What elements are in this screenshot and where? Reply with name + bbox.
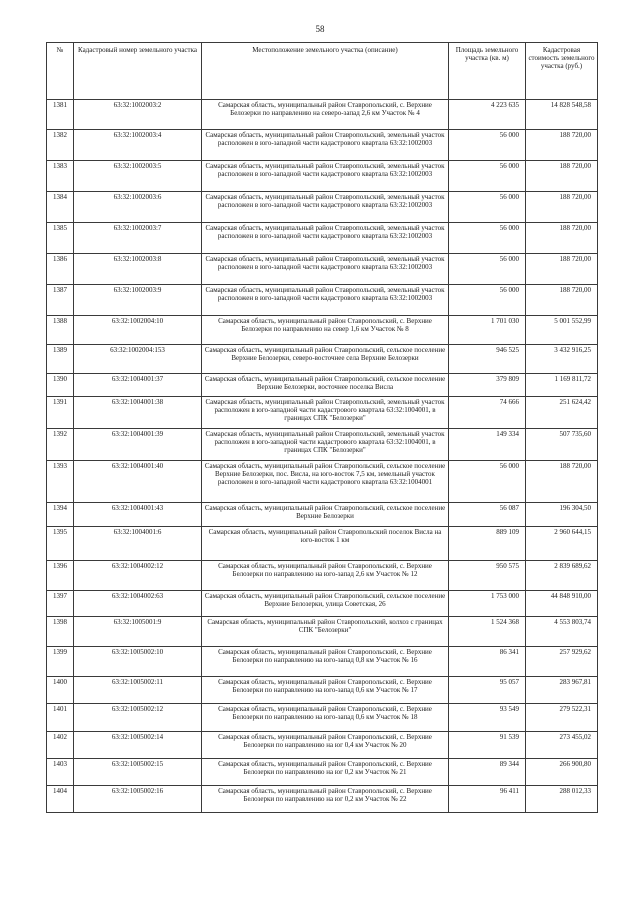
plot-area: 89 344 — [449, 759, 526, 786]
plot-location: Самарская область, муниципальный район Ставропольский, с. Верхние Белозерки по направлению на юг 0,4 км Участок № 20 — [202, 732, 449, 759]
plot-area: 149 334 — [449, 429, 526, 461]
table-row — [47, 161, 598, 192]
table-row — [47, 100, 598, 130]
row-number: 1396 — [47, 561, 74, 591]
row-number: 1387 — [47, 285, 74, 316]
plot-area: 95 057 — [449, 677, 526, 704]
cadastral-number: 63:32:1002004:153 — [74, 345, 202, 374]
page-number: 58 — [315, 24, 325, 34]
cadastral-cost: 257 929,62 — [526, 647, 598, 677]
header-cadastral: Кадастровый номер земельного участка — [74, 43, 202, 100]
header-area: Площадь земельного участка (кв. м) — [449, 43, 526, 100]
plot-location: Самарская область, муниципальный район Ставропольский, сельское поселение Верхние Белозерки, восточнее поселка Висла — [202, 374, 449, 397]
plot-location: Самарская область, муниципальный район Ставропольский, земельный участок расположен в юго-западной части кадастрового квартала 63:32:1004001, в границах СПК "Белозерки" — [202, 429, 449, 461]
cadastral-cost: 4 553 803,74 — [526, 617, 598, 647]
plot-area: 950 575 — [449, 561, 526, 591]
plot-location: Самарская область, муниципальный район Ставропольский, сельское поселение Верхние Белозерки, пос. Висла, на юго-восток 7,5 км, земельный участок расположен в юго-западной части кадастрового квартала 63:32:1004001 — [202, 461, 449, 503]
plot-area: 56 000 — [449, 223, 526, 254]
row-number: 1390 — [47, 374, 74, 397]
cadastral-number: 63:32:1005002:10 — [74, 647, 202, 677]
cadastral-cost: 188 720,00 — [526, 285, 598, 316]
table-row — [47, 591, 598, 617]
plot-location: Самарская область, муниципальный район Ставропольский, с. Верхние Белозерки по направлению на северо-запад 2,6 км Участок № 4 — [202, 100, 449, 130]
table-row — [47, 647, 598, 677]
cadastral-cost: 2 960 644,15 — [526, 527, 598, 561]
table-row — [47, 461, 598, 503]
row-number: 1400 — [47, 677, 74, 704]
header-cost: Кадастровая стоимость земельного участка (руб.) — [526, 43, 598, 100]
plot-location: Самарская область, муниципальный район Ставропольский, колхоз с границах СПК "Белозерки" — [202, 617, 449, 647]
table-row — [47, 223, 598, 254]
cadastral-cost: 188 720,00 — [526, 223, 598, 254]
cadastral-cost: 251 624,42 — [526, 397, 598, 429]
plot-area: 74 666 — [449, 397, 526, 429]
row-number: 1391 — [47, 397, 74, 429]
row-number: 1399 — [47, 647, 74, 677]
cadastral-cost: 2 839 689,62 — [526, 561, 598, 591]
plot-location: Самарская область, муниципальный район Ставропольский, с. Верхние Белозерки по направлению на юго-запад 0,6 км Участок № 18 — [202, 704, 449, 732]
plot-area: 56 087 — [449, 503, 526, 527]
plot-location: Самарская область, муниципальный район Ставропольский, земельный участок расположен в юго-западной части кадастрового квартала 63:32:1002003 — [202, 285, 449, 316]
plot-area: 1 701 030 — [449, 316, 526, 345]
plot-area: 56 000 — [449, 461, 526, 503]
row-number: 1402 — [47, 732, 74, 759]
row-number: 1388 — [47, 316, 74, 345]
table-row — [47, 732, 598, 759]
cadastral-cost: 188 720,00 — [526, 161, 598, 192]
cadastral-number: 63:32:1005002:14 — [74, 732, 202, 759]
table-row — [47, 704, 598, 732]
plot-area: 56 000 — [449, 161, 526, 192]
table-row — [47, 192, 598, 223]
cadastral-cost: 188 720,00 — [526, 192, 598, 223]
plot-location: Самарская область, муниципальный район Ставропольский, земельный участок расположен в юго-западной части кадастрового квартала 63:32:1002003 — [202, 130, 449, 161]
cadastral-number: 63:32:1004002:63 — [74, 591, 202, 617]
table-row — [47, 316, 598, 345]
plot-location: Самарская область, муниципальный район Ставропольский, с. Верхние Белозерки по направлению на юг 0,2 км Участок № 22 — [202, 786, 449, 813]
row-number: 1384 — [47, 192, 74, 223]
row-number: 1393 — [47, 461, 74, 503]
cadastral-cost: 283 967,81 — [526, 677, 598, 704]
row-number: 1383 — [47, 161, 74, 192]
plot-area: 93 549 — [449, 704, 526, 732]
plot-location: Самарская область, муниципальный район Ставропольский, земельный участок расположен в юго-западной части кадастрового квартала 63:32:1002003 — [202, 254, 449, 285]
row-number: 1404 — [47, 786, 74, 813]
plot-area: 56 000 — [449, 285, 526, 316]
cadastral-number: 63:32:1002003:2 — [74, 100, 202, 130]
cadastral-number: 63:32:1005002:12 — [74, 704, 202, 732]
row-number: 1403 — [47, 759, 74, 786]
plot-location: Самарская область, муниципальный район Ставропольский, земельный участок расположен в юго-западной части кадастрового квартала 63:32:1002003 — [202, 192, 449, 223]
row-number: 1401 — [47, 704, 74, 732]
cadastral-number: 63:32:1002003:8 — [74, 254, 202, 285]
cadastral-number: 63:32:1004001:39 — [74, 429, 202, 461]
plot-location: Самарская область, муниципальный район Ставропольский, земельный участок расположен в юго-западной части кадастрового квартала 63:32:1002003 — [202, 223, 449, 254]
plot-area: 86 341 — [449, 647, 526, 677]
plot-location: Самарская область, муниципальный район Ставропольский, сельское поселение Верхние Белозерки, улица Советская, 26 — [202, 591, 449, 617]
cadastral-cost: 288 012,33 — [526, 786, 598, 813]
table-row — [47, 503, 598, 527]
plot-location: Самарская область, муниципальный район Ставропольский, земельный участок расположен в юго-западной части кадастрового квартала 63:32:1002003 — [202, 161, 449, 192]
cadastral-number: 63:32:1005002:16 — [74, 786, 202, 813]
table-row — [47, 759, 598, 786]
plot-location: Самарская область, муниципальный район Ставропольский, сельское поселение Верхние Белозерки, северо-восточнее села Верхние Белозерки — [202, 345, 449, 374]
plot-location: Самарская область, муниципальный район Ставропольский поселок Висла на юго-восток 1 км — [202, 527, 449, 561]
plot-area: 56 000 — [449, 254, 526, 285]
land-plots-table — [46, 42, 598, 813]
cadastral-cost: 44 848 910,00 — [526, 591, 598, 617]
row-number: 1381 — [47, 100, 74, 130]
plot-location: Самарская область, муниципальный район Ставропольский, сельское поселение Верхние Белозерки — [202, 503, 449, 527]
row-number: 1395 — [47, 527, 74, 561]
cadastral-number: 63:32:1002004:10 — [74, 316, 202, 345]
plot-area: 1 524 368 — [449, 617, 526, 647]
cadastral-cost: 196 304,50 — [526, 503, 598, 527]
cadastral-cost: 273 455,02 — [526, 732, 598, 759]
row-number: 1398 — [47, 617, 74, 647]
cadastral-cost: 188 720,00 — [526, 461, 598, 503]
cadastral-number: 63:32:1004001:40 — [74, 461, 202, 503]
plot-location: Самарская область, муниципальный район Ставропольский, с. Верхние Белозерки по направлению на юго-запад 2,6 км Участок № 12 — [202, 561, 449, 591]
cadastral-number: 63:32:1004001:37 — [74, 374, 202, 397]
table-row — [47, 677, 598, 704]
table-row — [47, 527, 598, 561]
plot-location: Самарская область, муниципальный район Ставропольский, с. Верхние Белозерки по направлению на юго-запад 0,6 км Участок № 17 — [202, 677, 449, 704]
cadastral-number: 63:32:1002003:7 — [74, 223, 202, 254]
plot-location: Самарская область, муниципальный район Ставропольский, с. Верхние Белозерки по направлению на юго-запад 0,8 км Участок № 16 — [202, 647, 449, 677]
plot-area: 56 000 — [449, 130, 526, 161]
table-row — [47, 130, 598, 161]
cadastral-cost: 5 001 552,99 — [526, 316, 598, 345]
cadastral-cost: 188 720,00 — [526, 130, 598, 161]
table-row — [47, 617, 598, 647]
cadastral-cost: 266 900,80 — [526, 759, 598, 786]
cadastral-number: 63:32:1005002:15 — [74, 759, 202, 786]
cadastral-number: 63:32:1004001:38 — [74, 397, 202, 429]
plot-area: 96 411 — [449, 786, 526, 813]
cadastral-cost: 188 720,00 — [526, 254, 598, 285]
plot-location: Самарская область, муниципальный район Ставропольский, с. Верхние Белозерки по направлению на юг 0,2 км Участок № 21 — [202, 759, 449, 786]
row-number: 1386 — [47, 254, 74, 285]
plot-location: Самарская область, муниципальный район Ставропольский, земельный участок расположен в юго-западной части кадастрового квартала 63:32:1004001, в границах СПК "Белозерки" — [202, 397, 449, 429]
table-header-row — [47, 43, 598, 100]
table-row — [47, 397, 598, 429]
cadastral-number: 63:32:1002003:9 — [74, 285, 202, 316]
table-row — [47, 345, 598, 374]
cadastral-cost: 14 828 548,58 — [526, 100, 598, 130]
plot-area: 91 539 — [449, 732, 526, 759]
plot-area: 1 753 000 — [449, 591, 526, 617]
row-number: 1382 — [47, 130, 74, 161]
row-number: 1394 — [47, 503, 74, 527]
cadastral-cost: 279 522,31 — [526, 704, 598, 732]
cadastral-cost: 1 169 811,72 — [526, 374, 598, 397]
cadastral-number: 63:32:1004001:6 — [74, 527, 202, 561]
table-row — [47, 254, 598, 285]
plot-area: 946 525 — [449, 345, 526, 374]
plot-location: Самарская область, муниципальный район Ставропольский, с. Верхние Белозерки по направлению на север 1,6 км Участок № 8 — [202, 316, 449, 345]
plot-area: 56 000 — [449, 192, 526, 223]
table-row — [47, 561, 598, 591]
cadastral-number: 63:32:1002003:5 — [74, 161, 202, 192]
row-number: 1389 — [47, 345, 74, 374]
table-row — [47, 374, 598, 397]
cadastral-number: 63:32:1005001:9 — [74, 617, 202, 647]
row-number: 1385 — [47, 223, 74, 254]
cadastral-cost: 507 735,60 — [526, 429, 598, 461]
plot-area: 379 809 — [449, 374, 526, 397]
cadastral-number: 63:32:1002003:4 — [74, 130, 202, 161]
row-number: 1397 — [47, 591, 74, 617]
table-row — [47, 429, 598, 461]
row-number: 1392 — [47, 429, 74, 461]
header-location: Местоположение земельного участка (описание) — [202, 43, 449, 100]
table-row — [47, 285, 598, 316]
cadastral-number: 63:32:1004002:12 — [74, 561, 202, 591]
cadastral-number: 63:32:1004001:43 — [74, 503, 202, 527]
table-row — [47, 786, 598, 813]
cadastral-number: 63:32:1002003:6 — [74, 192, 202, 223]
header-num: № — [47, 43, 74, 100]
plot-area: 889 109 — [449, 527, 526, 561]
plot-area: 4 223 635 — [449, 100, 526, 130]
cadastral-number: 63:32:1005002:11 — [74, 677, 202, 704]
cadastral-cost: 3 432 916,25 — [526, 345, 598, 374]
